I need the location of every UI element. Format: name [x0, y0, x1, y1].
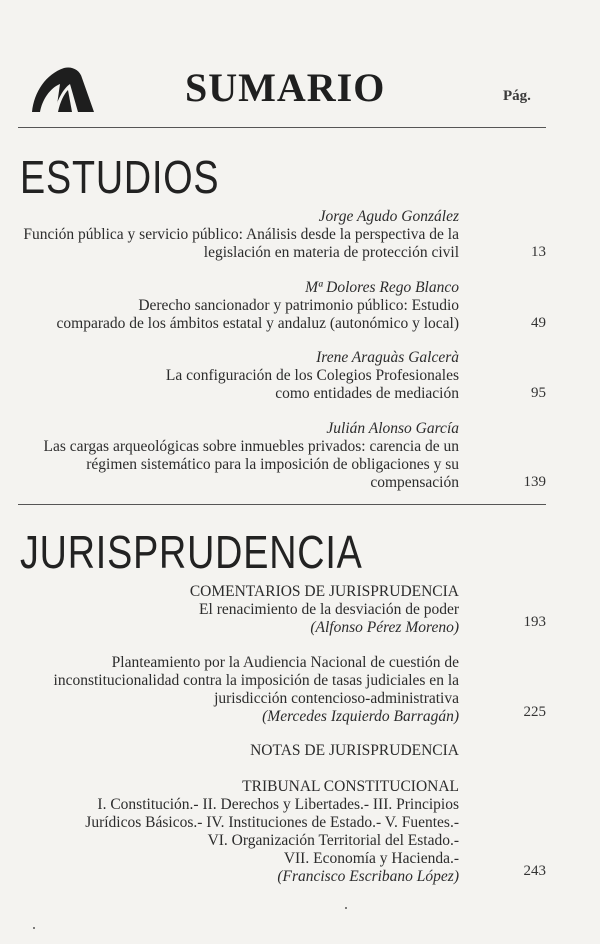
toc-entry[interactable]	[166, 349, 459, 403]
page-title: SUMARIO	[185, 65, 386, 110]
entry-title-line: régimen sistemático para la imposición de obligaciones y su	[86, 456, 459, 473]
entry-title-line: La configuración de los Colegios Profesionales	[165, 367, 459, 384]
toc-entry[interactable]	[85, 778, 459, 886]
entry-author: (Alfonso Pérez Moreno)	[310, 619, 459, 636]
entry-title-line: legislación en materia de protección civil	[203, 244, 459, 261]
entry-author: Jorge Agudo González	[318, 208, 459, 225]
entry-title-line: VI. Organización Territorial del Estado.-	[207, 832, 459, 849]
entry-author: (Francisco Escribano López)	[277, 868, 459, 885]
entry-author: Julián Alonso García	[326, 420, 459, 437]
entry-page-number: 13	[531, 244, 546, 260]
entry-title-line: compensación	[370, 474, 459, 491]
entry-page-number: 225	[523, 704, 546, 720]
scan-speck	[33, 927, 35, 929]
entry-title-line: VII. Economía y Hacienda.-	[283, 850, 459, 867]
entry-title-line: Jurídicos Básicos.- IV. Instituciones de Estado.- V. Fuentes.-	[85, 814, 459, 831]
entry-author: Irene Araguàs Galcerà	[316, 349, 459, 366]
entry-title-line: como entidades de mediación	[275, 385, 459, 402]
toc-entry[interactable]	[23, 208, 459, 262]
entry-page-number: 95	[531, 385, 546, 401]
entry-title-line: jurisdicción contencioso-administrativa	[214, 690, 459, 707]
subsection-heading: NOTAS DE JURISPRUDENCIA	[250, 742, 459, 759]
section-title-estudios: ESTUDIOS	[20, 151, 220, 203]
toc-entry[interactable]	[57, 279, 459, 333]
entry-title-line: inconstitucionalidad contra la imposición de tasas judiciales en la	[53, 672, 459, 689]
entry-title-line: comparado de los ámbitos estatal y andaluz (autonómico y local)	[56, 315, 459, 332]
entry-title-line: Derecho sancionador y patrimonio público: Estudio	[138, 297, 459, 314]
subsection-heading: COMENTARIOS DE JURISPRUDENCIA	[189, 583, 459, 600]
entry-author: (Mercedes Izquierdo Barragán)	[262, 708, 459, 725]
entry-author: Mª Dolores Rego Blanco	[305, 279, 459, 296]
publisher-logo	[28, 62, 98, 114]
entry-page-number: 139	[523, 474, 546, 490]
page-column-label: Pág.	[503, 88, 531, 104]
entry-title-line: Planteamiento por la Audiencia Nacional de cuestión de	[111, 654, 459, 671]
toc-entry[interactable]	[44, 420, 459, 492]
header-divider	[18, 127, 546, 128]
section-title-jurisprudencia: JURISPRUDENCIA	[20, 526, 363, 578]
subsection-subheading: TRIBUNAL CONSTITUCIONAL	[242, 778, 459, 795]
entry-title-line: Las cargas arqueológicas sobre inmuebles privados: carencia de un	[43, 438, 459, 455]
toc-entry[interactable]	[190, 583, 459, 637]
entry-title-line: Función pública y servicio público: Análisis desde la perspectiva de la	[23, 226, 459, 243]
scan-speck	[345, 907, 347, 909]
entry-page-number: 49	[531, 315, 546, 331]
entry-page-number: 193	[523, 614, 546, 630]
section-divider	[18, 504, 546, 505]
entry-title-line: El renacimiento de la desviación de poder	[199, 601, 459, 618]
toc-entry[interactable]	[54, 654, 459, 726]
entry-page-number: 243	[523, 863, 546, 879]
entry-title-line: I. Constitución.- II. Derechos y Libertades.- III. Principios	[97, 796, 459, 813]
